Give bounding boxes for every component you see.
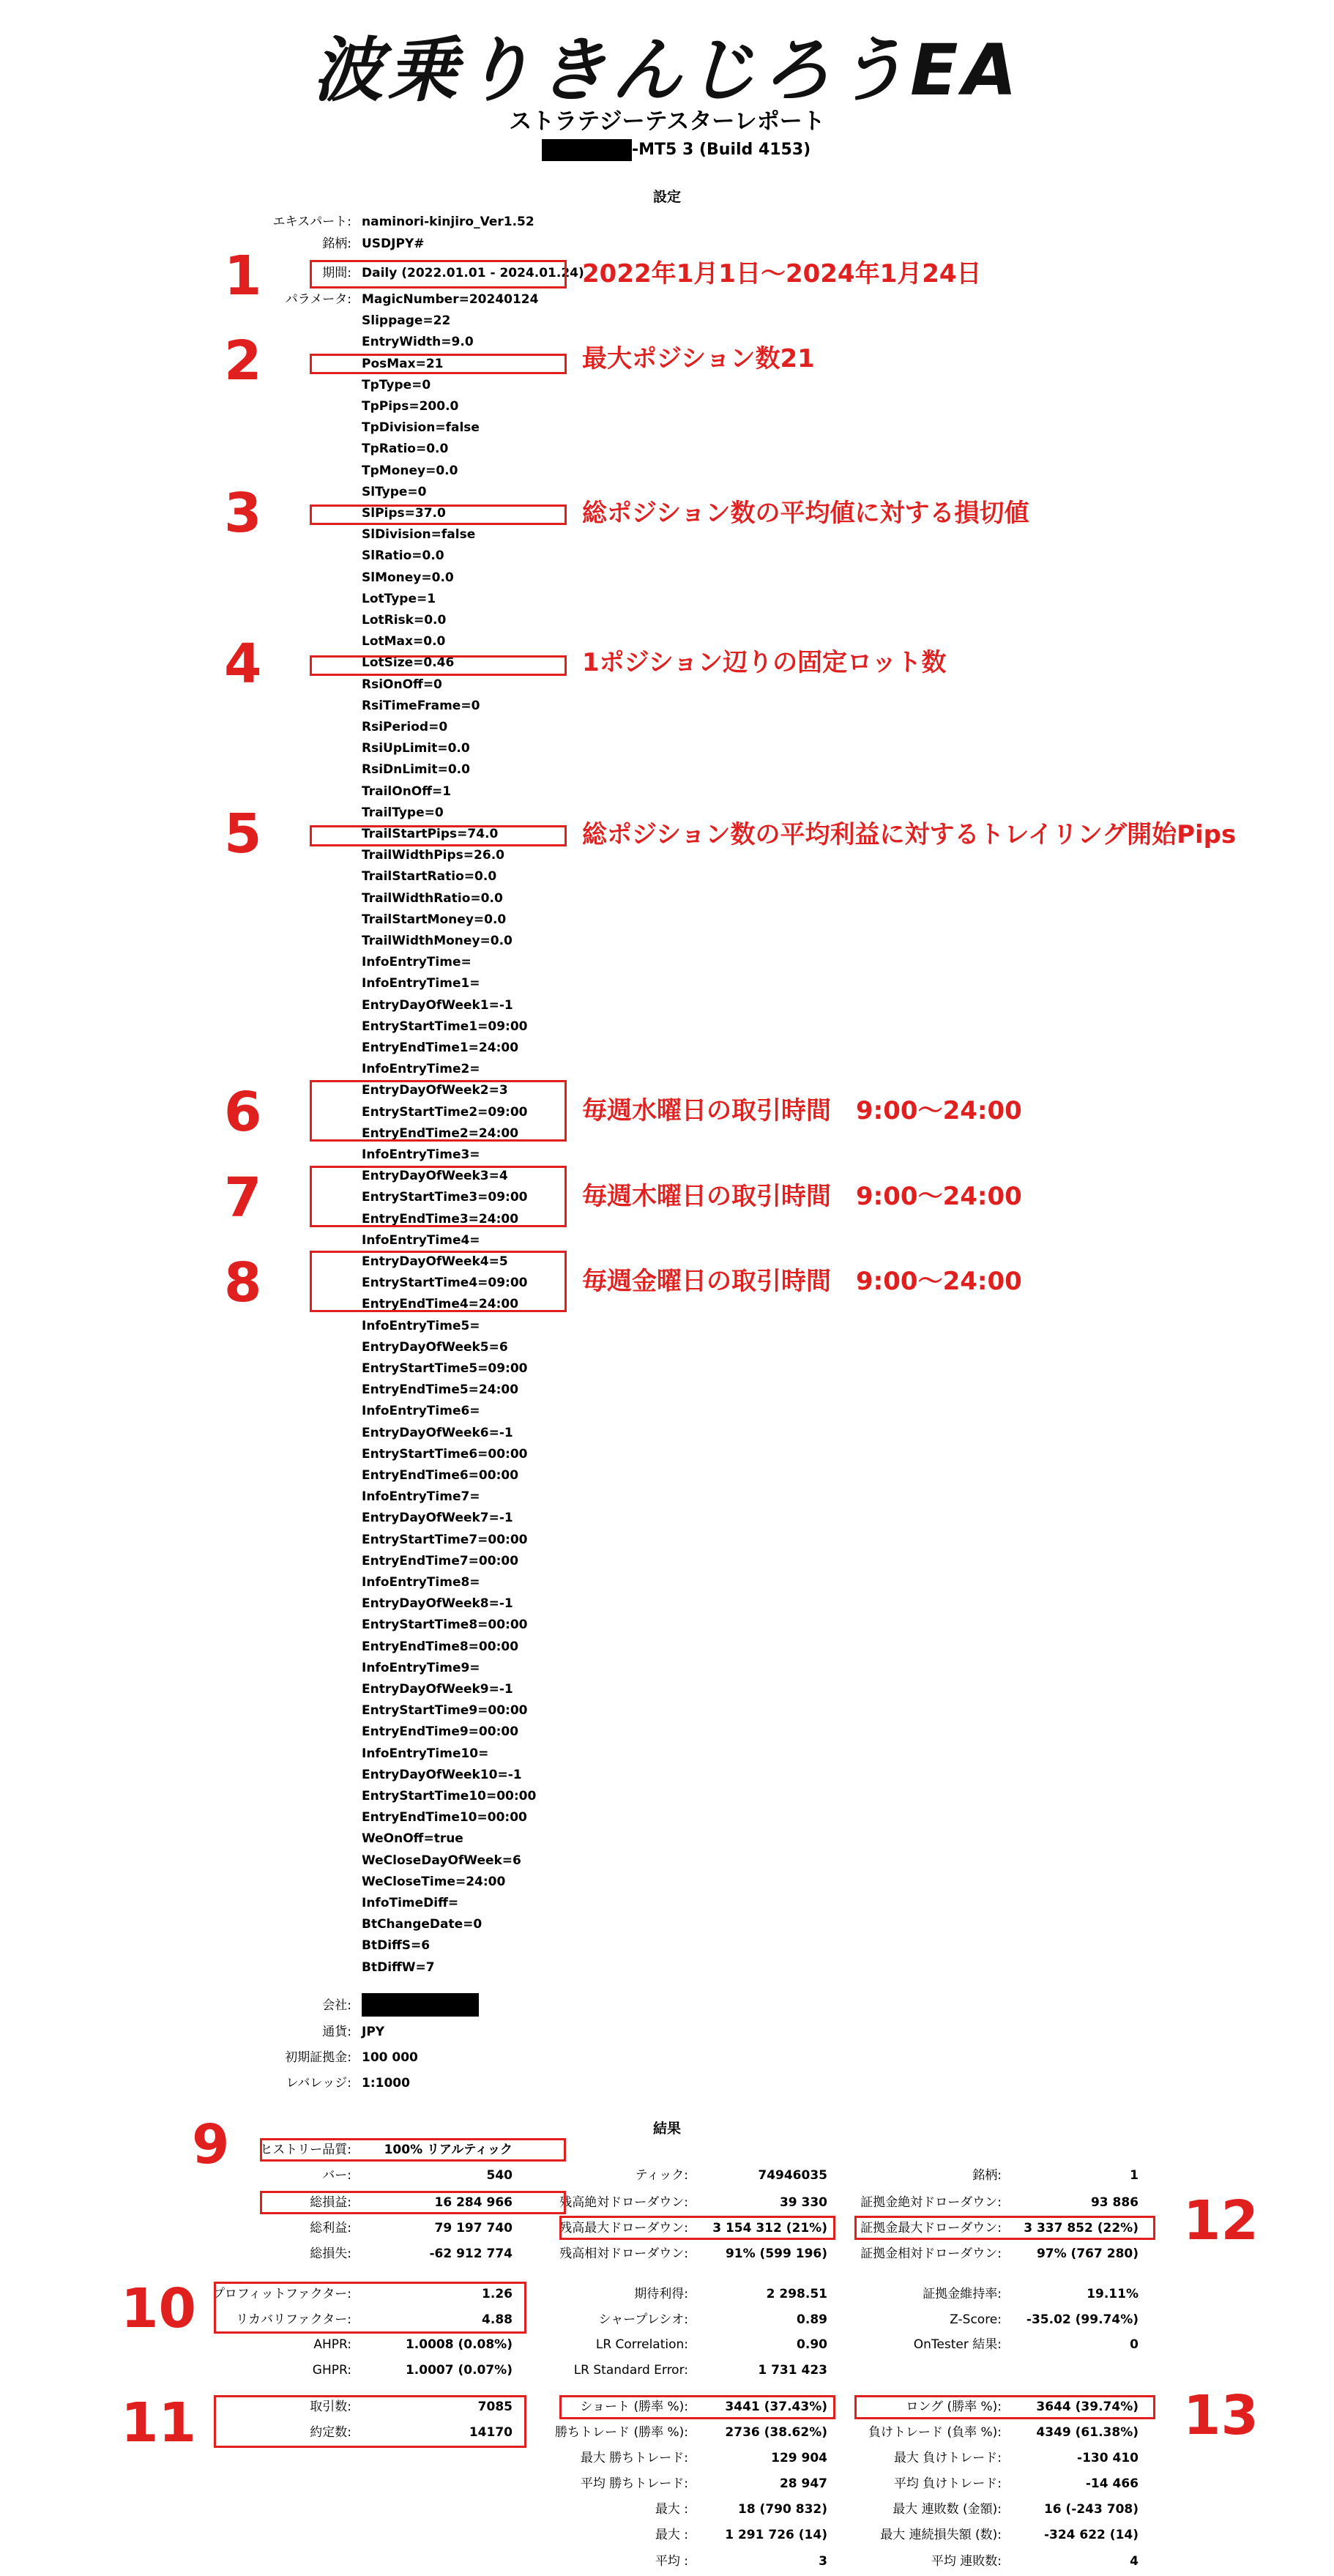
symbol-label: 銘柄: <box>322 237 351 251</box>
result-value: 79 197 740 <box>434 2221 513 2236</box>
highlight-balance-dd <box>559 2216 835 2240</box>
expert-label: エキスパート: <box>272 215 351 229</box>
result-value: 0 <box>1130 2337 1139 2352</box>
parameter-item: SlPips=37.0 <box>362 506 446 521</box>
result-label: ロング (勝率 %): <box>906 2400 1002 2414</box>
period-label: 期間: <box>322 266 351 280</box>
highlight-week2 <box>310 1080 567 1142</box>
parameter-item: EntryStartTime1=09:00 <box>362 1019 528 1034</box>
parameter-item: EntryDayOfWeek8=-1 <box>362 1596 513 1612</box>
result-label: 総利益: <box>310 2221 351 2236</box>
parameter-item: SlRatio=0.0 <box>362 548 444 564</box>
parameter-item: SlMoney=0.0 <box>362 570 454 585</box>
result-value: 4 <box>1130 2554 1139 2569</box>
parameter-item: InfoEntryTime7= <box>362 1489 480 1505</box>
parameter-item: InfoEntryTime4= <box>362 1232 480 1248</box>
parameter-item: EntryEndTime6=00:00 <box>362 1468 519 1483</box>
parameter-item: EntryDayOfWeek3=4 <box>362 1169 508 1184</box>
result-value: 3441 (37.43%) <box>725 2400 827 2414</box>
result-label: 勝ちトレード (勝率 %): <box>555 2425 688 2440</box>
parameter-item: EntryStartTime4=09:00 <box>362 1276 528 1291</box>
annotation-number-7: 7 <box>224 1166 262 1229</box>
result-label: 約定数: <box>310 2425 351 2440</box>
parameter-item: EntryDayOfWeek5=6 <box>362 1339 508 1355</box>
result-label: 最大 連敗数 (金額): <box>893 2502 1002 2517</box>
parameter-item: TpType=0 <box>362 377 431 392</box>
result-label: 証拠金最大ドローダウン: <box>860 2221 1002 2236</box>
logo: 波乗りきんじろうEA <box>313 29 1021 111</box>
result-label: プロフィットファクター: <box>212 2287 351 2301</box>
parameter-item: TpMoney=0.0 <box>362 463 458 478</box>
result-value: -62 912 774 <box>429 2246 513 2261</box>
parameter-item: EntryEndTime9=00:00 <box>362 1724 519 1740</box>
annotation-number-5: 5 <box>224 803 262 866</box>
parameter-item: RsiUpLimit=0.0 <box>362 741 470 756</box>
parameter-item: EntryDayOfWeek6=-1 <box>362 1425 513 1440</box>
highlight-long <box>854 2395 1155 2419</box>
parameter-item: EntryEndTime10=00:00 <box>362 1810 527 1825</box>
parameter-item: EntryEndTime4=24:00 <box>362 1297 519 1312</box>
parameter-item: WeCloseTime=24:00 <box>362 1874 506 1889</box>
result-label: LR Standard Error: <box>573 2363 688 2378</box>
parameter-item: TrailWidthPips=26.0 <box>362 848 504 863</box>
highlight-trailstart <box>310 825 567 846</box>
highlight-history-quality <box>260 2138 566 2162</box>
parameter-item: TrailWidthRatio=0.0 <box>362 890 503 906</box>
result-value: -35.02 (99.74%) <box>1026 2312 1139 2327</box>
result-label: 期待利得: <box>634 2287 688 2301</box>
result-label: 最大 勝ちトレード: <box>580 2451 688 2465</box>
result-label: シャープレシオ: <box>598 2312 688 2327</box>
result-value: 2 298.51 <box>766 2287 827 2301</box>
highlight-posmax <box>310 354 567 374</box>
highlight-week4 <box>310 1251 567 1312</box>
params-label: パラメータ: <box>285 292 351 307</box>
parameter-item: EntryStartTime5=09:00 <box>362 1361 528 1376</box>
result-value: 540 <box>486 2168 513 2183</box>
parameter-item: InfoEntryTime3= <box>362 1147 480 1162</box>
parameter-item: SlType=0 <box>362 484 427 499</box>
annotation-number-8: 8 <box>224 1251 262 1314</box>
result-value: 3 337 852 (22%) <box>1024 2221 1139 2236</box>
settings-title: 設定 <box>652 189 681 205</box>
result-label: GHPR: <box>312 2363 351 2378</box>
parameter-item: InfoEntryTime10= <box>362 1746 489 1761</box>
annotation-number-13: 13 <box>1183 2384 1259 2447</box>
parameter-item: TrailStartMoney=0.0 <box>362 912 507 927</box>
period-value: Daily (2022.01.01 - 2024.01.24) <box>362 266 584 280</box>
parameter-item: InfoEntryTime6= <box>362 1404 480 1419</box>
results-title: 結果 <box>652 2121 681 2137</box>
result-value: 100% リアルティック <box>384 2143 513 2157</box>
parameter-item: BtChangeDate=0 <box>362 1917 482 1932</box>
parameter-item: LotMax=0.0 <box>362 634 446 649</box>
result-label: バー: <box>322 2168 351 2183</box>
result-label: 負けトレード (負率 %): <box>868 2425 1002 2440</box>
result-label: Z-Score: <box>950 2312 1002 2327</box>
leverage-label: レバレッジ: <box>286 2076 351 2091</box>
parameter-item: EntryDayOfWeek7=-1 <box>362 1511 513 1526</box>
parameter-item: EntryStartTime3=09:00 <box>362 1190 528 1205</box>
annotation-number-11: 11 <box>121 2391 196 2454</box>
result-value: 7085 <box>477 2400 513 2414</box>
result-label: 最大 : <box>655 2502 688 2517</box>
highlight-lotsize <box>310 655 567 676</box>
result-label: 最大 負けトレード: <box>893 2451 1002 2465</box>
result-value: 1 <box>1130 2168 1139 2183</box>
parameter-item: InfoEntryTime5= <box>362 1318 480 1333</box>
parameter-item: LotRisk=0.0 <box>362 613 447 628</box>
parameter-item: EntryStartTime2=09:00 <box>362 1104 528 1120</box>
symbol-value: USDJPY# <box>362 237 425 251</box>
result-label: 最大 連続損失額 (数): <box>880 2528 1002 2542</box>
redacted-box <box>542 139 632 161</box>
result-value: -14 466 <box>1085 2476 1139 2491</box>
expert-value: naminori-kinjiro_Ver1.52 <box>362 215 534 229</box>
highlight-factors <box>214 2282 526 2334</box>
result-label: OnTester 結果: <box>913 2337 1002 2352</box>
result-value: 4.88 <box>482 2312 513 2327</box>
result-value: 1 291 726 (14) <box>725 2528 827 2542</box>
parameter-item: RsiPeriod=0 <box>362 720 448 734</box>
parameter-item: MagicNumber=20240124 <box>362 292 539 307</box>
parameter-item: TrailStartPips=74.0 <box>362 827 499 841</box>
annotation-text-3: 総ポジション数の平均値に対する損切値 <box>582 499 1029 528</box>
highlight-period <box>310 260 567 289</box>
annotation-text-5: 総ポジション数の平均利益に対するトレイリング開始Pips <box>582 820 1237 849</box>
parameter-item: EntryDayOfWeek9=-1 <box>362 1682 513 1697</box>
result-label: 残高相対ドローダウン: <box>559 2246 688 2261</box>
result-label: 最大 : <box>655 2528 688 2542</box>
result-value: 2736 (38.62%) <box>725 2425 827 2440</box>
result-label: 証拠金維持率: <box>923 2287 1002 2301</box>
company-label: 会社: <box>322 1998 351 2013</box>
parameter-item: EntryStartTime10=00:00 <box>362 1789 537 1803</box>
result-value: 18 (790 832) <box>737 2502 827 2517</box>
parameter-item: EntryStartTime9=00:00 <box>362 1703 528 1719</box>
parameter-item: InfoEntryTime= <box>362 955 472 970</box>
result-value: 0.90 <box>797 2337 827 2352</box>
parameter-item: SlDivision=false <box>362 527 476 543</box>
parameter-item: PosMax=21 <box>362 356 444 371</box>
parameter-item: BtDiffS=6 <box>362 1938 431 1954</box>
result-label: 総損失: <box>310 2246 351 2261</box>
result-value: 39 330 <box>779 2195 827 2210</box>
parameter-item: TpRatio=0.0 <box>362 442 449 457</box>
result-value: 3644 (39.74%) <box>1036 2400 1139 2414</box>
parameter-item: TpDivision=false <box>362 420 480 436</box>
result-value: 93 886 <box>1090 2195 1139 2210</box>
annotation-number-2: 2 <box>224 330 262 392</box>
highlight-trades <box>214 2395 526 2448</box>
parameter-item: EntryEndTime3=24:00 <box>362 1211 519 1226</box>
result-value: -130 410 <box>1077 2451 1139 2465</box>
parameter-item: LotSize=0.46 <box>362 655 455 671</box>
result-label: 証拠金絶対ドローダウン: <box>860 2195 1002 2210</box>
parameter-item: EntryDayOfWeek1=-1 <box>362 997 513 1013</box>
parameter-item: EntryEndTime2=24:00 <box>362 1125 519 1141</box>
annotation-number-3: 3 <box>224 482 262 545</box>
parameter-item: InfoEntryTime2= <box>362 1062 480 1077</box>
parameter-item: BtDiffW=7 <box>362 1959 435 1975</box>
highlight-equity-dd <box>854 2216 1155 2240</box>
currency-label: 通貨: <box>322 2025 351 2039</box>
annotation-text-7: 毎週木曜日の取引時間 9:00～24:00 <box>582 1182 1022 1211</box>
report-title: ストラテジーテスターレポート <box>509 108 825 135</box>
annotation-text-4: 1ポジション辺りの固定ロット数 <box>582 648 947 677</box>
parameter-item: EntryStartTime6=00:00 <box>362 1446 528 1462</box>
result-label: 銘柄: <box>972 2168 1002 2183</box>
deposit-value: 100 000 <box>362 2050 418 2065</box>
result-value: -324 622 (14) <box>1043 2528 1139 2542</box>
parameter-item: InfoEntryTime1= <box>362 976 480 991</box>
result-value: 1.26 <box>482 2287 513 2301</box>
highlight-week3 <box>310 1166 567 1227</box>
result-label: 取引数: <box>310 2400 351 2414</box>
leverage-value: 1:1000 <box>362 2076 410 2091</box>
result-value: 3 <box>819 2554 827 2569</box>
build-text: -MT5 3 (Build 4153) <box>632 141 811 159</box>
parameter-item: EntryDayOfWeek10=-1 <box>362 1767 522 1782</box>
parameter-item: EntryEndTime8=00:00 <box>362 1639 519 1654</box>
parameter-item: EntryEndTime5=24:00 <box>362 1382 519 1398</box>
parameter-item: RsiOnOff=0 <box>362 677 442 692</box>
deposit-label: 初期証拠金: <box>285 2050 351 2065</box>
parameter-item: EntryWidth=9.0 <box>362 335 474 350</box>
parameter-item: Slippage=22 <box>362 313 451 329</box>
result-label: AHPR: <box>313 2337 351 2352</box>
result-label: 証拠金相対ドローダウン: <box>860 2246 1002 2261</box>
annotation-text-1: 2022年1月1日～2024年1月24日 <box>582 259 982 289</box>
result-label: 総損益: <box>310 2195 351 2210</box>
result-value: 16 (-243 708) <box>1043 2502 1139 2517</box>
parameter-item: InfoTimeDiff= <box>362 1896 459 1910</box>
result-value: 129 904 <box>771 2451 827 2465</box>
parameter-item: EntryEndTime7=00:00 <box>362 1553 519 1568</box>
parameter-item: TrailWidthMoney=0.0 <box>362 934 513 948</box>
annotation-number-1: 1 <box>224 245 262 308</box>
parameter-item: TpPips=200.0 <box>362 399 459 414</box>
parameter-item: TrailOnOff=1 <box>362 783 452 799</box>
annotation-text-8: 毎週金曜日の取引時間 9:00～24:00 <box>582 1267 1022 1296</box>
build-line <box>542 139 811 161</box>
parameter-item: RsiDnLimit=0.0 <box>362 762 470 778</box>
parameter-item: RsiTimeFrame=0 <box>362 698 480 713</box>
result-label: ショート (勝率 %): <box>580 2400 688 2414</box>
currency-value: JPY <box>362 2025 385 2039</box>
result-value: 16 284 966 <box>434 2195 513 2210</box>
parameter-item: EntryDayOfWeek4=5 <box>362 1254 508 1269</box>
annotation-number-6: 6 <box>224 1081 262 1144</box>
result-label: LR Correlation: <box>595 2337 688 2352</box>
result-label: 平均 勝ちトレード: <box>580 2476 688 2491</box>
annotation-number-10: 10 <box>121 2277 196 2340</box>
parameter-item: EntryDayOfWeek2=3 <box>362 1083 508 1098</box>
result-value: 4349 (61.38%) <box>1036 2425 1139 2440</box>
parameter-item: TrailType=0 <box>362 805 444 820</box>
result-value: 3 154 312 (21%) <box>712 2221 827 2236</box>
result-value: 1 731 423 <box>758 2363 827 2378</box>
company-redacted <box>362 1993 479 2017</box>
result-label: 平均 連敗数: <box>931 2554 1002 2569</box>
result-value: 91% (599 196) <box>725 2246 827 2261</box>
annotation-number-9: 9 <box>192 2113 230 2176</box>
annotation-number-12: 12 <box>1183 2189 1259 2252</box>
annotation-text-2: 最大ポジション数21 <box>582 344 815 373</box>
parameter-item: WeCloseDayOfWeek=6 <box>362 1853 521 1868</box>
annotation-text-6: 毎週水曜日の取引時間 9:00～24:00 <box>582 1096 1022 1125</box>
result-value: 28 947 <box>779 2476 827 2491</box>
highlight-short <box>559 2395 835 2419</box>
result-value: 1.0008 (0.08%) <box>405 2337 513 2352</box>
parameter-item: InfoEntryTime9= <box>362 1660 480 1675</box>
result-value: 97% (767 280) <box>1036 2246 1139 2261</box>
result-label: リカバリファクター: <box>236 2312 351 2327</box>
parameter-item: LotType=1 <box>362 591 436 606</box>
parameter-item: EntryStartTime7=00:00 <box>362 1532 528 1547</box>
result-label: ヒストリー品質: <box>260 2143 351 2157</box>
result-value: 1.0007 (0.07%) <box>405 2363 513 2378</box>
highlight-slpips <box>310 505 567 525</box>
result-value: 14170 <box>469 2425 513 2440</box>
result-label: 残高絶対ドローダウン: <box>559 2195 688 2210</box>
result-label: 平均 : <box>655 2554 688 2569</box>
result-label: 残高最大ドローダウン: <box>559 2221 688 2236</box>
result-label: ティック: <box>635 2168 688 2183</box>
parameter-item: TrailStartRatio=0.0 <box>362 869 497 885</box>
annotation-number-4: 4 <box>224 633 262 696</box>
highlight-total-profit <box>260 2191 566 2214</box>
parameter-item: EntryStartTime8=00:00 <box>362 1618 528 1633</box>
result-label: 平均 負けトレード: <box>893 2476 1002 2491</box>
parameter-item: InfoEntryTime8= <box>362 1575 480 1590</box>
result-value: 0.89 <box>797 2312 827 2327</box>
parameter-item: EntryEndTime1=24:00 <box>362 1041 519 1055</box>
result-value: 74946035 <box>758 2168 827 2183</box>
result-value: 19.11% <box>1087 2287 1139 2301</box>
parameter-item: WeOnOff=true <box>362 1831 463 1847</box>
